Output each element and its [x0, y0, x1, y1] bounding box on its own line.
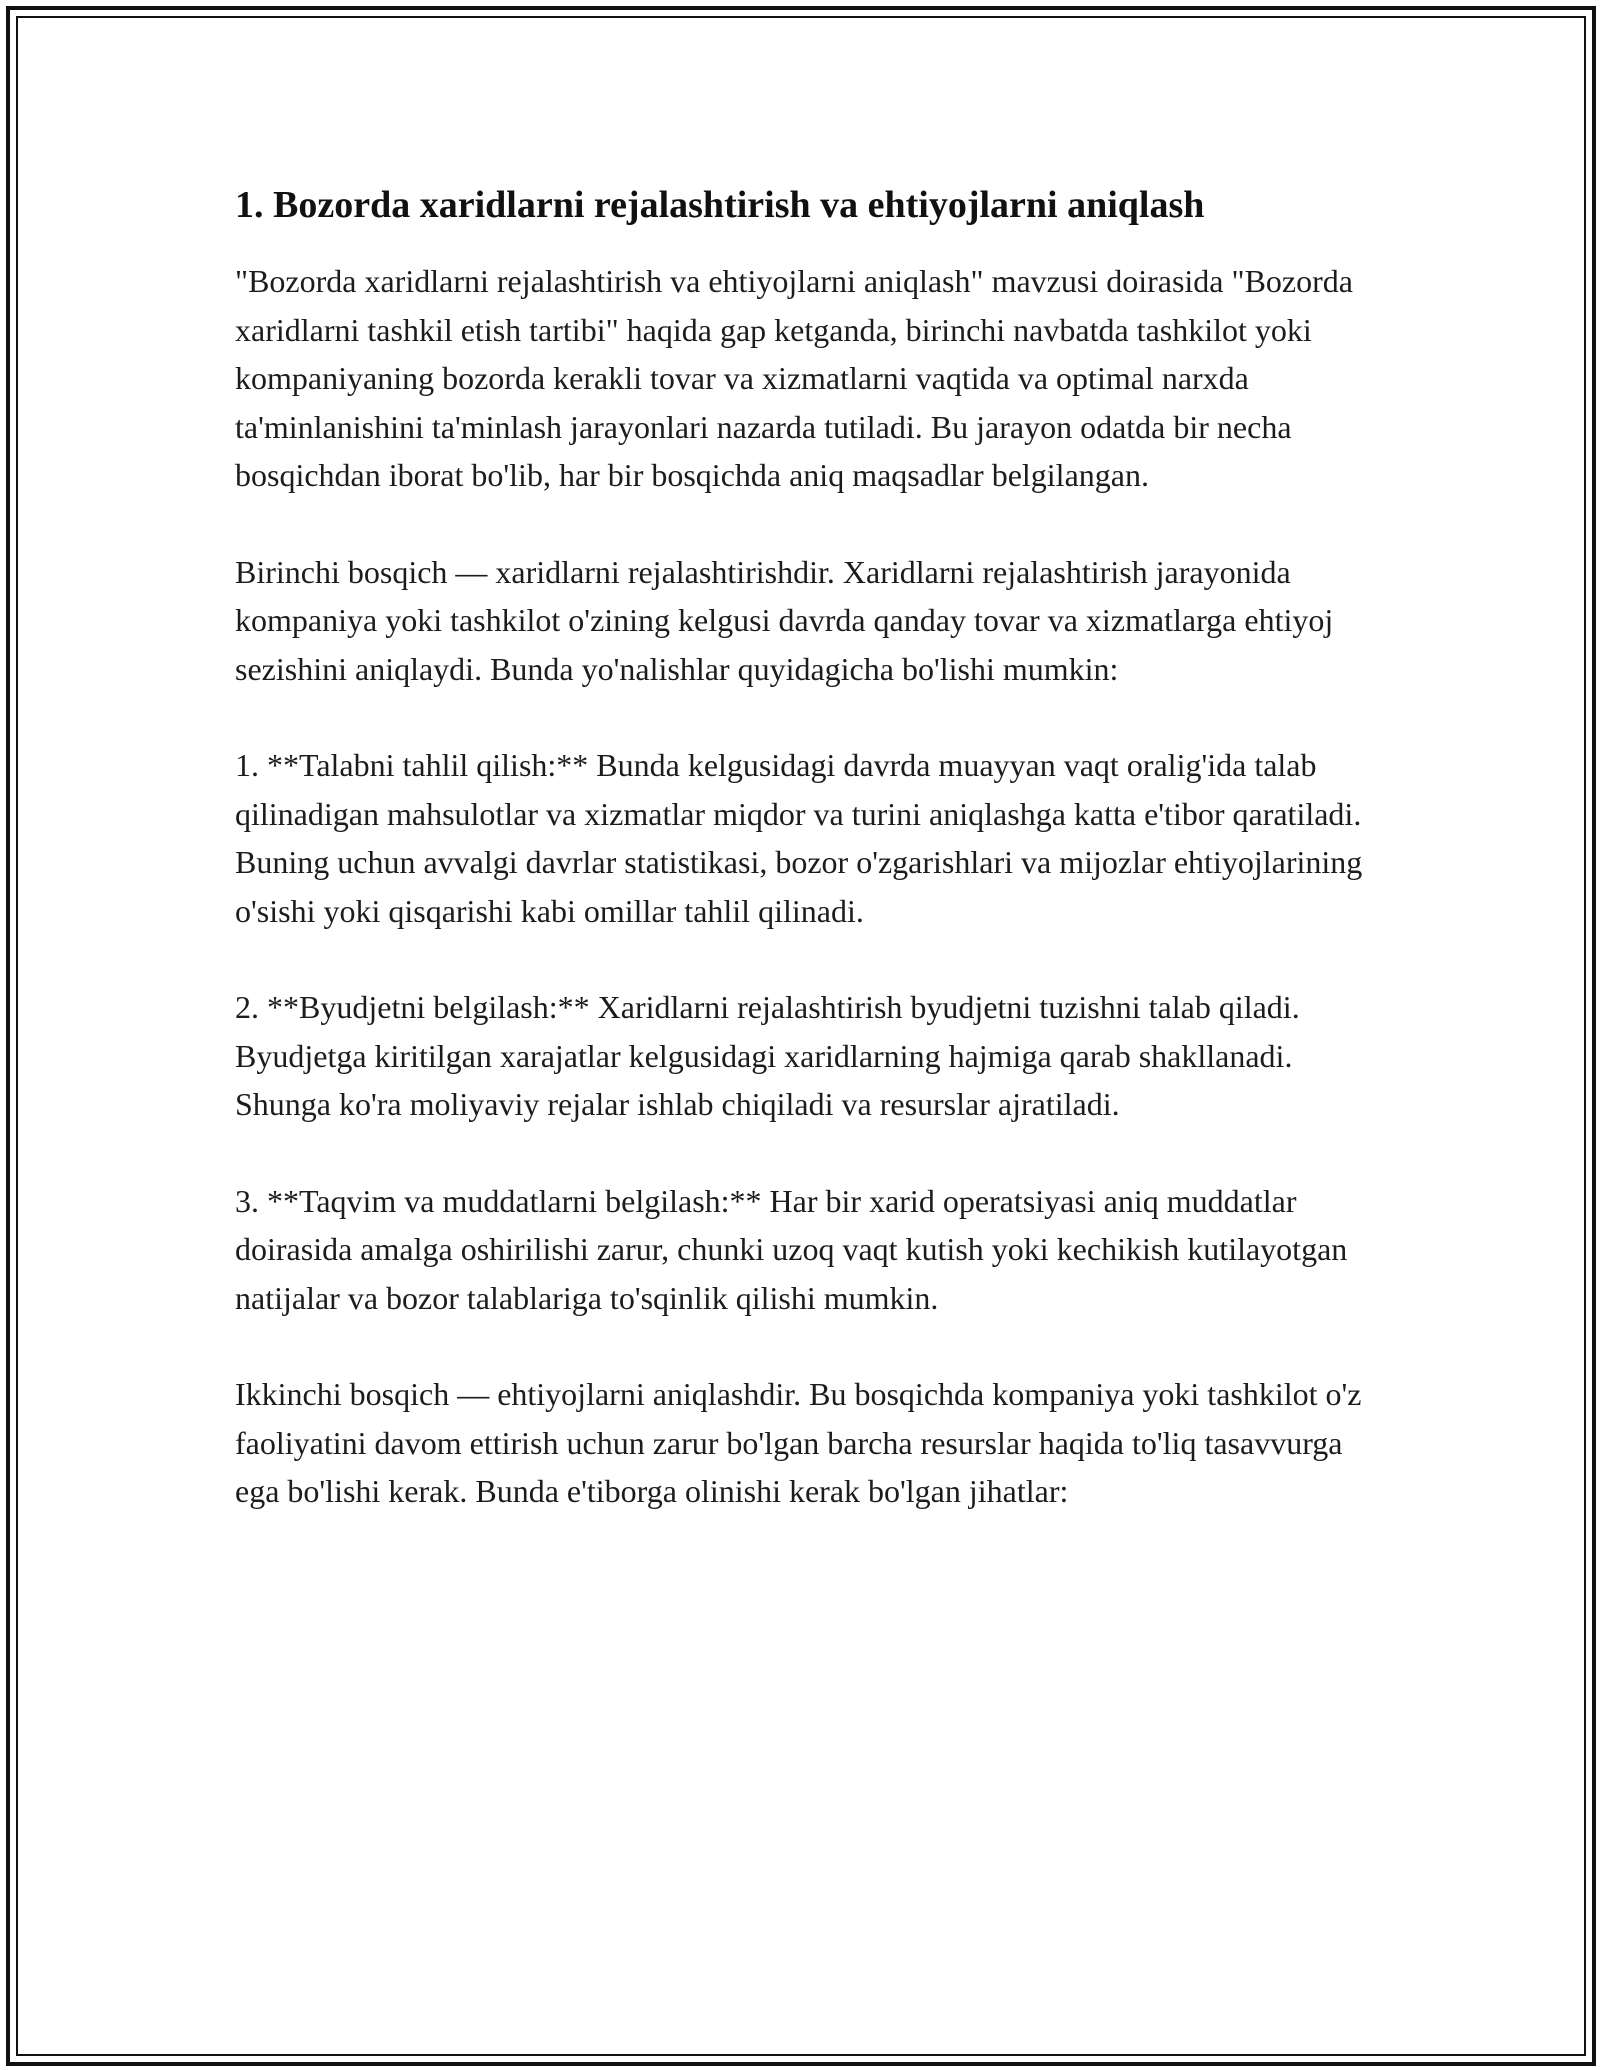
document-title: 1. Bozorda xaridlarni rejalashtirish va ehtiyojlarni aniqlash	[235, 184, 1205, 226]
paragraph-intro: "Bozorda xaridlarni rejalashtirish va ehtiyojlarni aniqlash" mavzusi doirasida "Bozorda xaridlarni tashkil etish tartibi" haqida gap ketganda, birinchi navbatda tashkilot yoki kompaniyaning bozorda kerakli tovar va xizmatlarni vaqtida va optimal narxda ta'minlanishini ta'minlash jarayonlari nazarda tutiladi. Bu jarayon odatda bir necha bosqichdan iborat bo'lib, har bir bosqichda aniq maqsadlar belgilangan.	[235, 263, 1353, 494]
list-item-demand-analysis: 1. **Talabni tahlil qilish:** Bunda kelgusidagi davrda muayyan vaqt oralig'ida talab qilinadigan mahsulotlar va xizmatlar miqdor va turini aniqlashga katta e'tibor qaratiladi. Buning uchun avvalgi davrlar statistikasi, bozor o'zgarishlari va mijozlar ehtiyojlarining o'sishi yoki qisqarishi kabi omillar tahlil qilinadi.	[235, 747, 1363, 929]
list-item-schedule: 3. **Taqvim va muddatlarni belgilash:** Har bir xarid operatsiyasi aniq muddatlar doirasida amalga oshirilishi zarur, chunki uzoq vaqt kutish yoki kechikish kutilayotgan natijalar va bozor talablariga to'sqinlik qilishi mumkin.	[235, 1182, 1348, 1316]
paragraph-second-stage: Ikkinchi bosqich — ehtiyojlarni aniqlashdir. Bu bosqichda kompaniya yoki tashkilot o'z faoliyatini davom ettirish uchun zarur bo'lgan barcha resurslar haqida to'liq tasavvurga ega bo'lishi kerak. Bunda e'tiborga olinishi kerak bo'lgan jihatlar:	[235, 1376, 1362, 1510]
list-item-budget: 2. **Byudjetni belgilash:** Xaridlarni rejalashtirish byudjetni tuzishni talab qiladi. Byudjetga kiritilgan xarajatlar kelgusidagi xaridlarning hajmiga qarab shakllanadi. Shunga ko'ra moliyaviy rejalar ishlab chiqiladi va resurslar ajratiladi.	[235, 989, 1300, 1123]
document-body	[235, 180, 1375, 1564]
paragraph-first-stage: Birinchi bosqich — xaridlarni rejalashtirishdir. Xaridlarni rejalashtirish jarayonida kompaniya yoki tashkilot o'zining kelgusi davrda qanday tovar va xizmatlarga ehtiyoj sezishini aniqlaydi. Bunda yo'nalishlar quyidagicha bo'lishi mumkin:	[235, 553, 1334, 687]
